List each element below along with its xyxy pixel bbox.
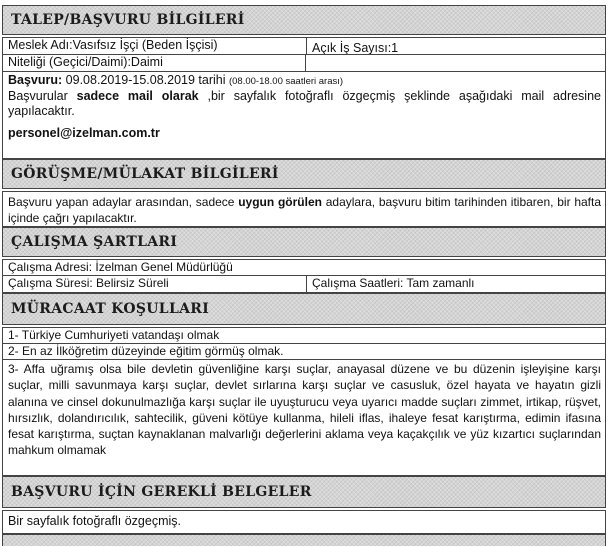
niteligi-cell: Niteliği (Geçici/Daimi):Daimi (3, 55, 306, 71)
muracaat-item-1: 1- Türkiye Cumhuriyeti vatandaşı olmak (8, 328, 220, 342)
calisma-row-sure (3, 276, 605, 293)
talep-box (2, 37, 606, 159)
belgeler-box (2, 510, 606, 534)
section-header-muracaat (2, 293, 606, 325)
section-title: MÜRACAAT KOŞULLARI (11, 301, 210, 317)
calisma-adres: Çalışma Adresi: İzelman Genel Müdürlüğü (8, 260, 233, 274)
basvuru-label: Başvuru: (8, 73, 63, 87)
section-title: GÖRÜŞME/MÜLAKAT BİLGİLERİ (11, 166, 279, 182)
instr-part-c: ,bir sayfalık fotoğraflı özgeçmiş şeklinde aşağıdaki mail adresine yapılacaktır. (8, 89, 601, 118)
talep-row-niteligi (3, 55, 605, 72)
muracaat-box (2, 327, 606, 476)
section-header-calisma (2, 227, 606, 257)
instr-part-a: Başvurular (8, 89, 77, 103)
gorusme-part-c: adaylara, başvuru bitim tarihinden itibaren, bir hafta içinde çağrı yapılacaktır. (8, 195, 602, 225)
muracaat-row-2 (3, 344, 605, 360)
muracaat-row-3 (3, 360, 605, 476)
section-header-belgeler (2, 476, 606, 508)
instr-part-b: sadece mail olarak (76, 89, 199, 103)
section-title: BAŞVURU İÇİN GEREKLİ BELGELER (11, 484, 312, 500)
muracaat-item-2: 2- En az İlköğretim düzeyinde eğitim görmüş olmak. (8, 344, 284, 358)
gorusme-text (8, 194, 601, 226)
calisma-box (2, 259, 606, 293)
muracaat-row-1 (3, 328, 605, 344)
talep-row-meslek (3, 38, 605, 55)
basvuru-hours: (08.00-18.00 saatleri arası) (228, 76, 344, 87)
email-address: personel@izelman.com.tr (8, 126, 160, 140)
gorusme-box (2, 191, 606, 227)
talep-row-basvuru (3, 72, 605, 160)
section-title: TALEP/BAŞVURU BİLGİLERİ (11, 12, 245, 28)
bottom-hatched-strip (2, 534, 606, 546)
job-posting-document (2, 1, 608, 545)
basvuru-instructions (8, 89, 601, 119)
calisma-saatler: Çalışma Saatleri: Tam zamanlı (306, 276, 605, 293)
meslek-cell: Meslek Adı:Vasıfsız İşçi (Beden İşçisi) (8, 38, 218, 52)
belgeler-item: Bir sayfalık fotoğraflı özgeçmiş. (8, 514, 181, 528)
gorusme-part-a: Başvuru yapan adaylar arasından, sadece (8, 195, 239, 209)
calisma-sure: Çalışma Süresi: Belirsiz Süreli (8, 276, 169, 290)
basvuru-date-range: 09.08.2019-15.08.2019 tarihi (62, 73, 229, 87)
calisma-row-adres (3, 260, 605, 276)
section-header-talep (2, 5, 606, 35)
acik-is-cell: Açık İş Sayısı:1 (306, 38, 605, 54)
basvuru-dates (8, 73, 601, 89)
section-title: ÇALIŞMA ŞARTLARI (11, 234, 178, 250)
muracaat-item-3: 3- Affa uğramış olsa bile devletin güvenliğine karşı suçlar, anayasal düzene ve bu düzenin işleyişine karşı suçlar, milli savunmaya karşı suçlar, devlet sırlarına karşı suçlar ve casusluk, özel hayata ve hayatın gizli alanına ve cinsel dokunulmazlığa karşı suçlar ile uyuşturucu veya uyarıcı madde suçları zimmet, irtikap, rüşvet, hırsızlık, dolandırıcılık, sahtecilik, güveni kötüye kullanma, hileli iflas, ihaleye fesat karıştırma, edimin ifasına fesat karıştırma, suçtan kaynaklanan malvarlığı değerlerini aklama veya kaçakçılık ve yüz kızartıcı suçlarından mahkum olmamak (8, 362, 601, 458)
section-header-gorusme (2, 159, 606, 189)
gorusme-part-b: uygun görülen (238, 195, 322, 209)
